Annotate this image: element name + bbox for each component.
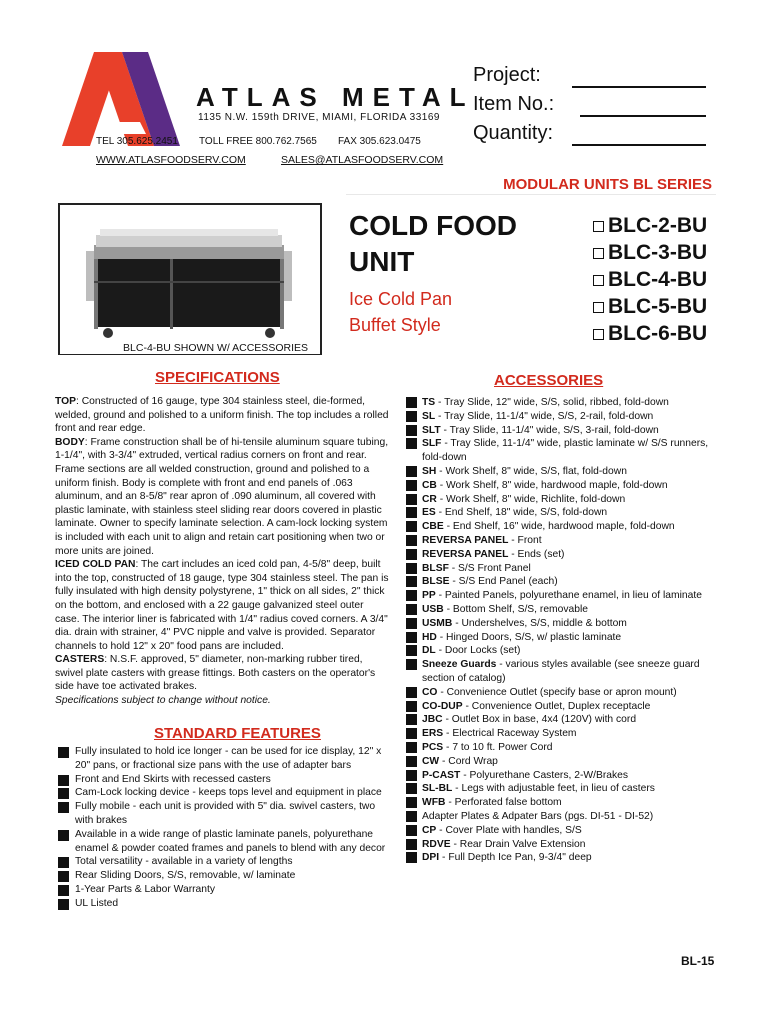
brand-toll-free: TOLL FREE 800.762.7565 (199, 136, 317, 147)
brand-address: 1135 N.W. 159th DRIVE, MIAMI, FLORIDA 33169 (198, 112, 440, 123)
bullet-square-icon (58, 747, 69, 758)
product-photo (58, 203, 322, 355)
model-option-blc-6-bu[interactable]: BLC-6-BU (593, 322, 707, 346)
checkbox-icon[interactable] (593, 302, 604, 313)
bullet-square-icon (406, 535, 417, 546)
accessories-list (406, 396, 724, 865)
accessory-item: SL-BL - Legs with adjustable feet, in lieu of casters (406, 782, 724, 796)
bullet-square-icon (406, 645, 417, 656)
item-no-field-line[interactable] (580, 115, 706, 117)
bullet-square-icon (406, 632, 417, 643)
checkbox-icon[interactable] (593, 248, 604, 259)
bullet-square-icon (406, 783, 417, 794)
bullet-square-icon (406, 701, 417, 712)
feature-item: Rear Sliding Doors, S/S, removable, w/ laminate (58, 869, 393, 883)
bullet-square-icon (406, 770, 417, 781)
accessory-item: SLT - Tray Slide, 11-1/4" wide, S/S, 3-rail, fold-down (406, 424, 724, 438)
bullet-square-icon (406, 852, 417, 863)
model-option-blc-2-bu[interactable]: BLC-2-BU (593, 214, 707, 238)
accessory-item: USB - Bottom Shelf, S/S, removable (406, 603, 724, 617)
brand-name: ATLAS METAL (196, 82, 475, 112)
item-no-label: Item No.: (473, 93, 555, 115)
accessories-heading: ACCESSORIES (494, 372, 604, 389)
checkbox-icon[interactable] (593, 329, 604, 340)
accessory-item: JBC - Outlet Box in base, 4x4 (120V) with cord (406, 713, 724, 727)
brand-tel: TEL 305.625.2451 (96, 136, 178, 147)
bullet-square-icon (406, 563, 417, 574)
bullet-square-icon (406, 659, 417, 670)
atlas-logo-icon (62, 52, 188, 146)
bullet-square-icon (406, 438, 417, 449)
bullet-square-icon (58, 775, 69, 786)
bullet-square-icon (406, 714, 417, 725)
accessory-item: CP - Cover Plate with handles, S/S (406, 824, 724, 838)
accessory-item: CB - Work Shelf, 8" wide, hardwood maple, fold-down (406, 479, 724, 493)
accessory-item: TS - Tray Slide, 12" wide, S/S, solid, ribbed, fold-down (406, 396, 724, 410)
bullet-square-icon (406, 494, 417, 505)
model-option-blc-4-bu[interactable]: BLC-4-BU (593, 268, 707, 292)
bullet-square-icon (406, 825, 417, 836)
bullet-square-icon (58, 899, 69, 910)
bullet-square-icon (406, 811, 417, 822)
feature-item: UL Listed (58, 897, 393, 911)
bullet-square-icon (406, 397, 417, 408)
spec-iced-cold-pan: ICED COLD PAN: The cart includes an iced cold pan, 4-5/8" deep, built into the top, constructed of 18 gauge, type 304 stainless steel. The pan is fully insulated with high density polystyrene, 1" thick on all sides, 2" thick on the bottom, and enclosed with a 22 gauge galvanized steel outer case. The interior liner is fabricated with 1/4" radius coved corners. A 3/4" dia. drain with strainer, 4" PVC nipple and valve is provided. Separator channels to hold 12" x 20" food pans are included. (55, 559, 389, 652)
bullet-square-icon (406, 425, 417, 436)
accessory-item: SH - Work Shelf, 8" wide, S/S, flat, fold-down (406, 465, 724, 479)
bullet-square-icon (406, 687, 417, 698)
bullet-square-icon (406, 742, 417, 753)
quantity-label: Quantity: (473, 122, 554, 144)
specifications-body (55, 395, 390, 708)
bullet-square-icon (406, 590, 417, 601)
accessory-item: Sneeze Guards - various styles available (see sneeze guard section of catalog) (406, 658, 724, 686)
accessory-item: P-CAST - Polyurethane Casters, 2-W/Brakes (406, 769, 724, 783)
spec-casters: CASTERS: N.S.F. approved, 5" diameter, non-marking rubber tired, swivel plate casters with grease fittings. Both casters on the operator's side have toe activated brakes. (55, 654, 376, 693)
accessory-item: Adapter Plates & Adpater Bars (pgs. DI-51 - DI-52) (406, 810, 724, 824)
bullet-square-icon (58, 830, 69, 841)
bullet-square-icon (406, 411, 417, 422)
product-subtitle: Ice Cold Pan Buffet Style (349, 289, 453, 335)
spec-note: Specifications subject to change without notice. (55, 695, 271, 707)
bullet-square-icon (58, 857, 69, 868)
bullet-square-icon (406, 549, 417, 560)
bullet-square-icon (406, 797, 417, 808)
checkbox-icon[interactable] (593, 275, 604, 286)
bullet-square-icon (406, 604, 417, 615)
accessory-item: SLF - Tray Slide, 11-1/4" wide, plastic laminate w/ S/S runners, fold-down (406, 437, 724, 465)
cold-food-unit-illustration-icon (60, 205, 320, 353)
accessory-item: PCS - 7 to 10 ft. Power Cord (406, 741, 724, 755)
quantity-field-line[interactable] (572, 144, 706, 146)
project-label: Project: (473, 64, 541, 86)
accessory-item: REVERSA PANEL - Front (406, 534, 724, 548)
feature-item: Available in a wide range of plastic laminate panels, polyurethane enamel & powder coated frames and panels to blend with any decor (58, 828, 393, 856)
bullet-square-icon (58, 788, 69, 799)
accessory-item: USMB - Undershelves, S/S, middle & bottom (406, 617, 724, 631)
page-number: BL-15 (681, 954, 715, 968)
accessory-item: DPI - Full Depth Ice Pan, 9-3/4" deep (406, 851, 724, 865)
feature-item: Fully mobile - each unit is provided with 5" dia. swivel casters, two with brakes (58, 800, 393, 828)
accessory-item: BLSE - S/S End Panel (each) (406, 575, 724, 589)
accessory-item: CW - Cord Wrap (406, 755, 724, 769)
checkbox-icon[interactable] (593, 221, 604, 232)
accessory-item: ERS - Electrical Raceway System (406, 727, 724, 741)
brand-website-link[interactable]: WWW.ATLASFOODSERV.COM (96, 154, 246, 166)
project-field-line[interactable] (572, 86, 706, 88)
accessory-item: SL - Tray Slide, 11-1/4" wide, S/S, 2-rail, fold-down (406, 410, 724, 424)
series-title: MODULAR UNITS BL SERIES (503, 176, 712, 193)
accessory-item: PP - Painted Panels, polyurethane enamel, in lieu of laminate (406, 589, 724, 603)
bullet-square-icon (406, 480, 417, 491)
bullet-square-icon (406, 839, 417, 850)
accessory-item: DL - Door Locks (set) (406, 644, 724, 658)
feature-item: Fully insulated to hold ice longer - can be used for ice display, 12" x 20" pans, or fractional size pans with the use of adapter bars (58, 745, 393, 773)
model-option-blc-3-bu[interactable]: BLC-3-BU (593, 241, 707, 265)
bullet-square-icon (406, 466, 417, 477)
specifications-heading: SPECIFICATIONS (155, 369, 280, 386)
accessory-item: CR - Work Shelf, 8" wide, Richlite, fold-down (406, 493, 724, 507)
standard-features-heading: STANDARD FEATURES (154, 725, 321, 742)
bullet-square-icon (58, 885, 69, 896)
feature-item: Total versatility - available in a variety of lengths (58, 855, 393, 869)
accessory-item: CO-DUP - Convenience Outlet, Duplex receptacle (406, 700, 724, 714)
bullet-square-icon (58, 871, 69, 882)
brand-fax: FAX 305.623.0475 (338, 136, 421, 147)
accessory-item: CBE - End Shelf, 16" wide, hardwood maple, fold-down (406, 520, 724, 534)
brand-email-link[interactable]: SALES@ATLASFOODSERV.COM (281, 154, 444, 166)
bullet-square-icon (406, 576, 417, 587)
feature-item: Front and End Skirts with recessed casters (58, 773, 393, 787)
accessory-item: REVERSA PANEL - Ends (set) (406, 548, 724, 562)
series-divider (346, 194, 716, 195)
product-title: COLD FOOD UNIT (349, 210, 517, 277)
bullet-square-icon (406, 728, 417, 739)
spec-body: BODY: Frame construction shall be of hi-tensile aluminum square tubing, 1-1/4", with 3-3/4" extruded, vertical radius corners on front and rear. Frame sections are all welded construction, ground and polished to a uniform finish. Body is complete with front and end panels of .063 aluminum, and an 8-5/8" rear apron of .090 aluminum, all covered with plastic laminate, with stainless steel sliding rear doors covered in plastic laminate. Owner to specify laminate selection. A cam-lock locking system is included with each unit to align and retain cart positioning when two or more units are joined. (55, 436, 389, 557)
bullet-square-icon (406, 521, 417, 532)
standard-features-list (58, 745, 393, 911)
accessory-item: BLSF - S/S Front Panel (406, 562, 724, 576)
accessory-item: CO - Convenience Outlet (specify base or apron mount) (406, 686, 724, 700)
bullet-square-icon (406, 618, 417, 629)
model-option-blc-5-bu[interactable]: BLC-5-BU (593, 295, 707, 319)
bullet-square-icon (406, 756, 417, 767)
feature-item: Cam-Lock locking device - keeps tops level and equipment in place (58, 786, 393, 800)
accessory-item: HD - Hinged Doors, S/S, w/ plastic laminate (406, 631, 724, 645)
accessory-item: ES - End Shelf, 18" wide, S/S, fold-down (406, 506, 724, 520)
photo-caption: BLC-4-BU SHOWN W/ ACCESSORIES (60, 342, 320, 354)
accessory-item: WFB - Perforated false bottom (406, 796, 724, 810)
bullet-square-icon (406, 507, 417, 518)
spec-top: TOP: Constructed of 16 gauge, type 304 stainless steel, die-formed, welded, ground and polished to a uniform finish. The top includes a rolled front and rear edge. (55, 396, 389, 435)
feature-item: 1-Year Parts & Labor Warranty (58, 883, 393, 897)
accessory-item: RDVE - Rear Drain Valve Extension (406, 838, 724, 852)
bullet-square-icon (58, 802, 69, 813)
